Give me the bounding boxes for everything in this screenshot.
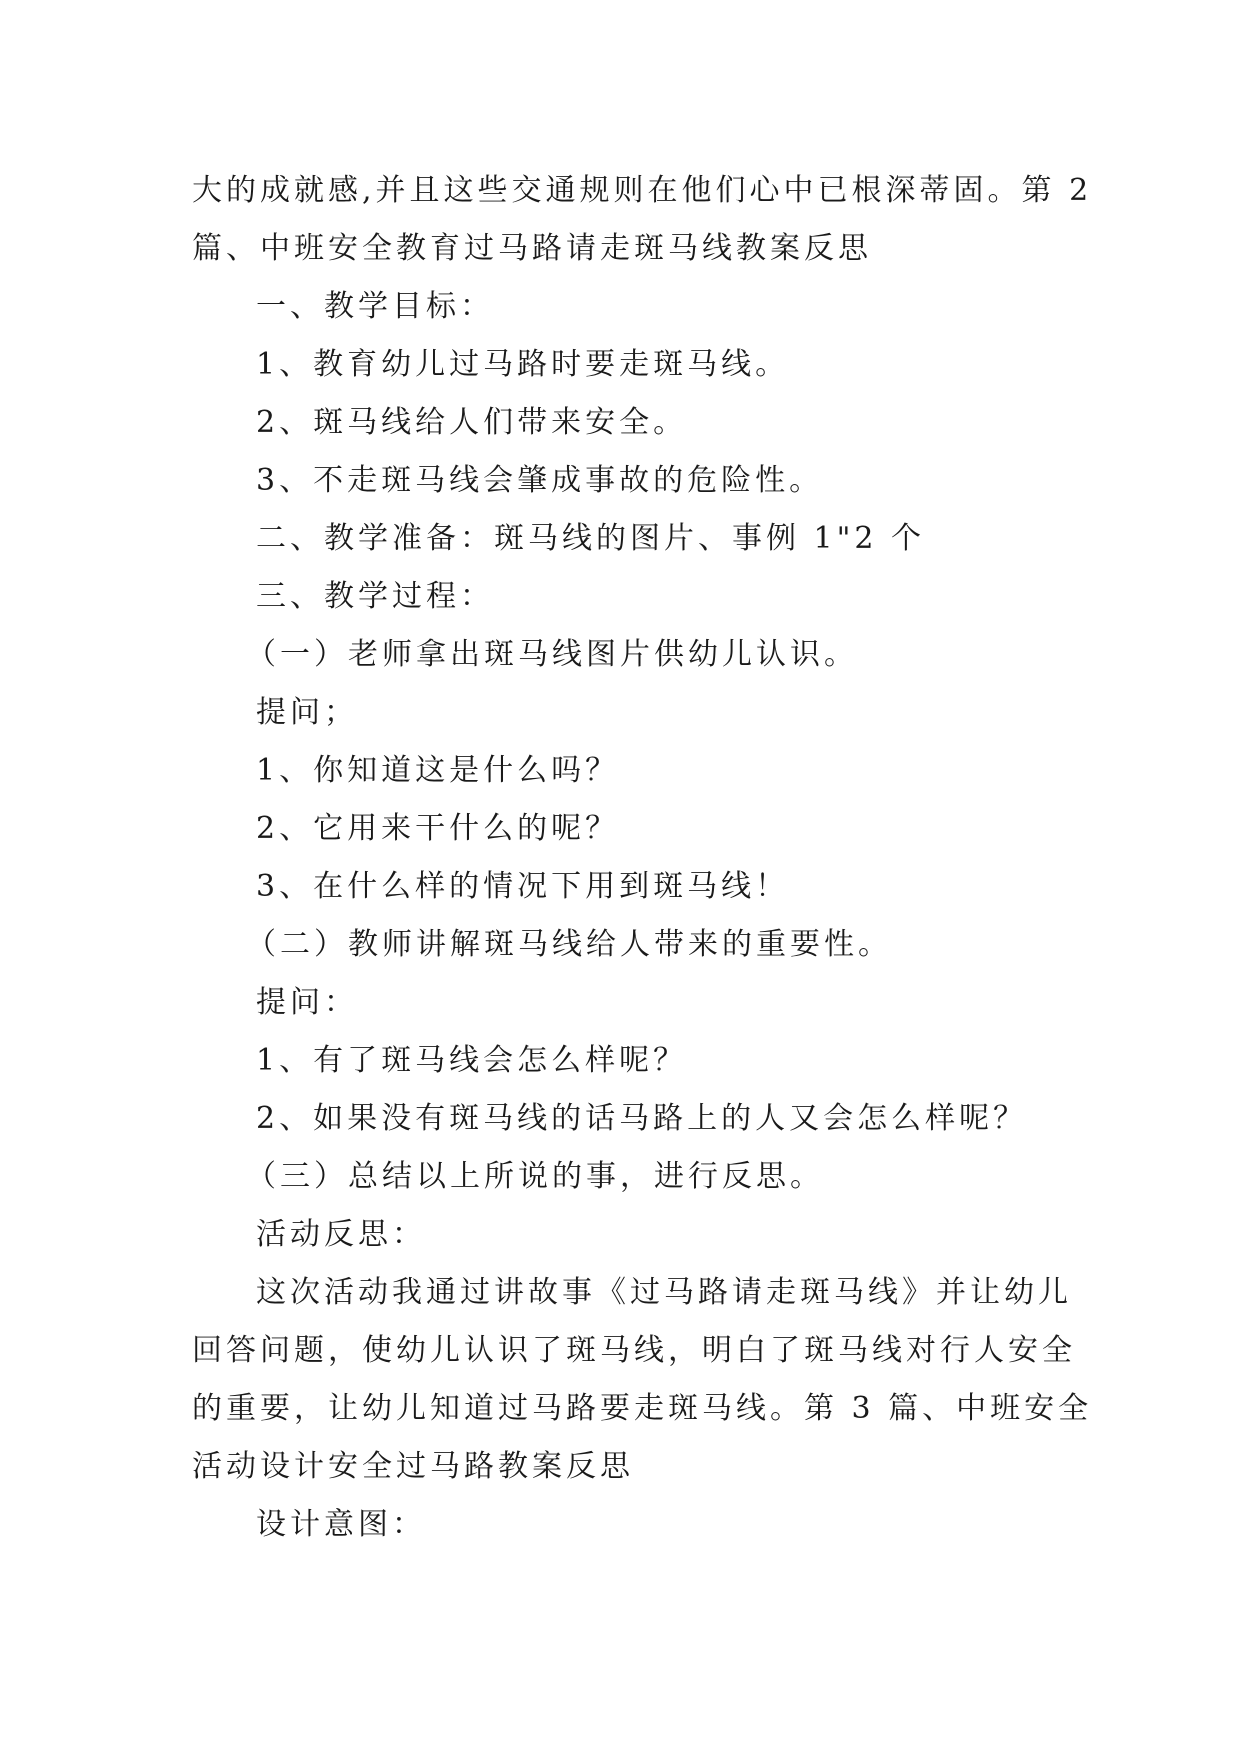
section-heading: 活动反思： bbox=[256, 1217, 426, 1252]
paragraph-line: 回答问题，使幼儿认识了斑马线，明白了斑马线对行人安全 bbox=[192, 1333, 1076, 1368]
list-item: 3、不走斑马线会肇成事故的危险性。 bbox=[256, 463, 824, 498]
question-label: 提问； bbox=[256, 695, 358, 730]
question-label: 提问： bbox=[256, 985, 358, 1020]
list-item: 1、有了斑马线会怎么样呢？ bbox=[256, 1043, 688, 1078]
list-item: 1、你知道这是什么吗？ bbox=[256, 753, 620, 788]
list-item: 1、教育幼儿过马路时要走斑马线。 bbox=[256, 347, 790, 382]
list-item: 3、在什么样的情况下用到斑马线！ bbox=[256, 869, 790, 904]
paragraph-line: 的重要，让幼儿知道过马路要走斑马线。第 3 篇、中班安全 bbox=[192, 1391, 1093, 1426]
list-item: 2、如果没有斑马线的话马路上的人又会怎么样呢？ bbox=[256, 1101, 1028, 1136]
paragraph-line: 篇、中班安全教育过马路请走斑马线教案反思 bbox=[192, 231, 872, 266]
sub-section-heading: （二）教师讲解斑马线给人带来的重要性。 bbox=[246, 927, 892, 962]
list-item: 2、它用来干什么的呢？ bbox=[256, 811, 620, 846]
section-heading: 设计意图： bbox=[256, 1507, 426, 1542]
paragraph-line: 大的成就感,并且这些交通规则在他们心中已根深蒂固。第 2 bbox=[192, 173, 1093, 208]
paragraph-line: 活动设计安全过马路教案反思 bbox=[192, 1449, 634, 1484]
list-item: 2、斑马线给人们带来安全。 bbox=[256, 405, 688, 440]
sub-section-heading: （三）总结以上所说的事，进行反思。 bbox=[246, 1159, 824, 1194]
section-heading: 二、教学准备：斑马线的图片、事例 1"2 个 bbox=[256, 521, 926, 556]
sub-section-heading: （一）老师拿出斑马线图片供幼儿认识。 bbox=[246, 637, 858, 672]
section-heading: 三、教学过程： bbox=[256, 579, 494, 614]
paragraph-line: 这次活动我通过讲故事《过马路请走斑马线》并让幼儿 bbox=[256, 1275, 1072, 1310]
document-body bbox=[192, 162, 1093, 1554]
section-heading: 一、教学目标： bbox=[256, 289, 494, 324]
